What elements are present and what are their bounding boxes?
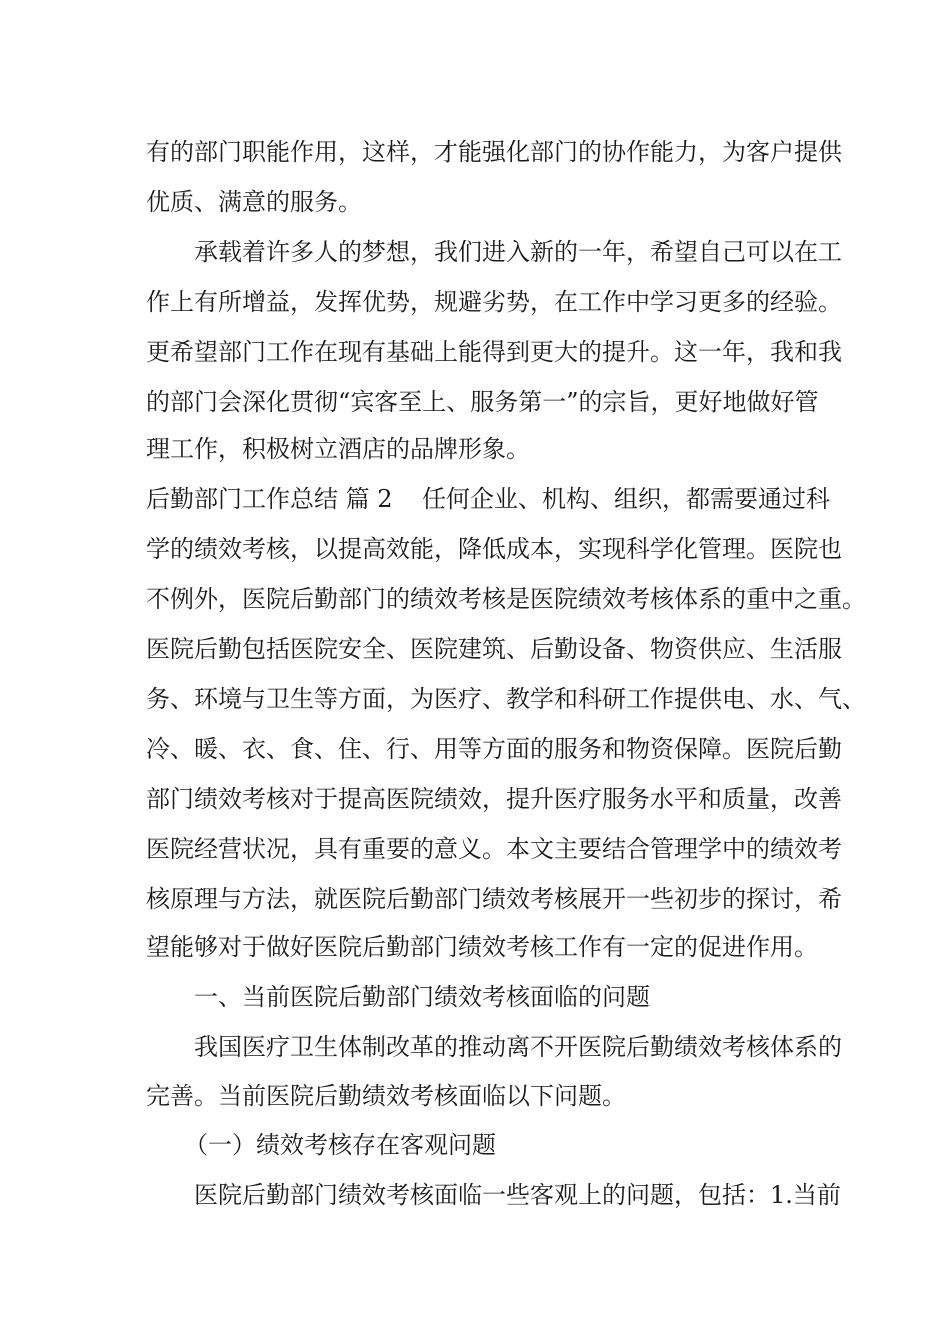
paragraph-line: 我国医疗卫生体制改革的推动离不开医院后勤绩效考核体系的	[194, 1033, 842, 1061]
paragraph-line: 医院后勤部门绩效考核面临一些客观上的问题，包括：1.当前	[194, 1181, 841, 1209]
paragraph-line: 作上有所增益，发挥优势，规避劣势，在工作中学习更多的经验。	[146, 288, 842, 316]
section-title: 后勤部门工作总结 篇 2	[146, 485, 393, 513]
paragraph-line: 医院经营状况，具有重要的意义。本文主要结合管理学中的绩效考	[146, 835, 842, 863]
paragraph-line: 优质、满意的服务。	[146, 188, 362, 216]
paragraph-line: 学的绩效考核，以提高效能，降低成本，实现科学化管理。医院也	[146, 535, 842, 563]
paragraph-line: 不例外，医院后勤部门的绩效考核是医院绩效考核体系的重中之重。	[146, 585, 866, 613]
paragraph-line: 任何企业、机构、组织，都需要通过科	[422, 485, 830, 513]
paragraph-line: 更希望部门工作在现有基础上能得到更大的提升。这一年，我和我	[146, 338, 842, 366]
subheading-line: 一、当前医院后勤部门绩效考核面临的问题	[194, 983, 650, 1011]
subheading-line: （一）绩效考核存在客观问题	[184, 1131, 496, 1159]
paragraph-line: 医院后勤包括医院安全、医院建筑、后勤设备、物资供应、生活服	[146, 635, 842, 663]
paragraph-line: 望能够对于做好医院后勤部门绩效考核工作有一定的促进作用。	[146, 933, 818, 961]
paragraph-line: 承载着许多人的梦想，我们进入新的一年，希望自己可以在工	[194, 238, 842, 266]
paragraph-line: 完善。当前医院后勤绩效考核面临以下问题。	[146, 1082, 626, 1110]
paragraph-line: 理工作，积极树立酒店的品牌形象。	[146, 435, 530, 463]
paragraph-line: 的部门会深化贯彻“宾客至上、服务第一”的宗旨，更好地做好管	[146, 388, 819, 416]
paragraph-line: 务、环境与卫生等方面，为医疗、教学和科研工作提供电、水、气、	[146, 685, 866, 713]
section-heading-line	[146, 484, 830, 514]
paragraph-line: 有的部门职能作用，这样，才能强化部门的协作能力，为客户提供	[146, 138, 842, 166]
paragraph-line: 核原理与方法，就医院后勤部门绩效考核展开一些初步的探讨，希	[146, 885, 842, 913]
paragraph-line: 冷、暖、衣、食、住、行、用等方面的服务和物资保障。医院后勤	[146, 735, 842, 763]
paragraph-line: 部门绩效考核对于提高医院绩效，提升医疗服务水平和质量，改善	[146, 785, 842, 813]
